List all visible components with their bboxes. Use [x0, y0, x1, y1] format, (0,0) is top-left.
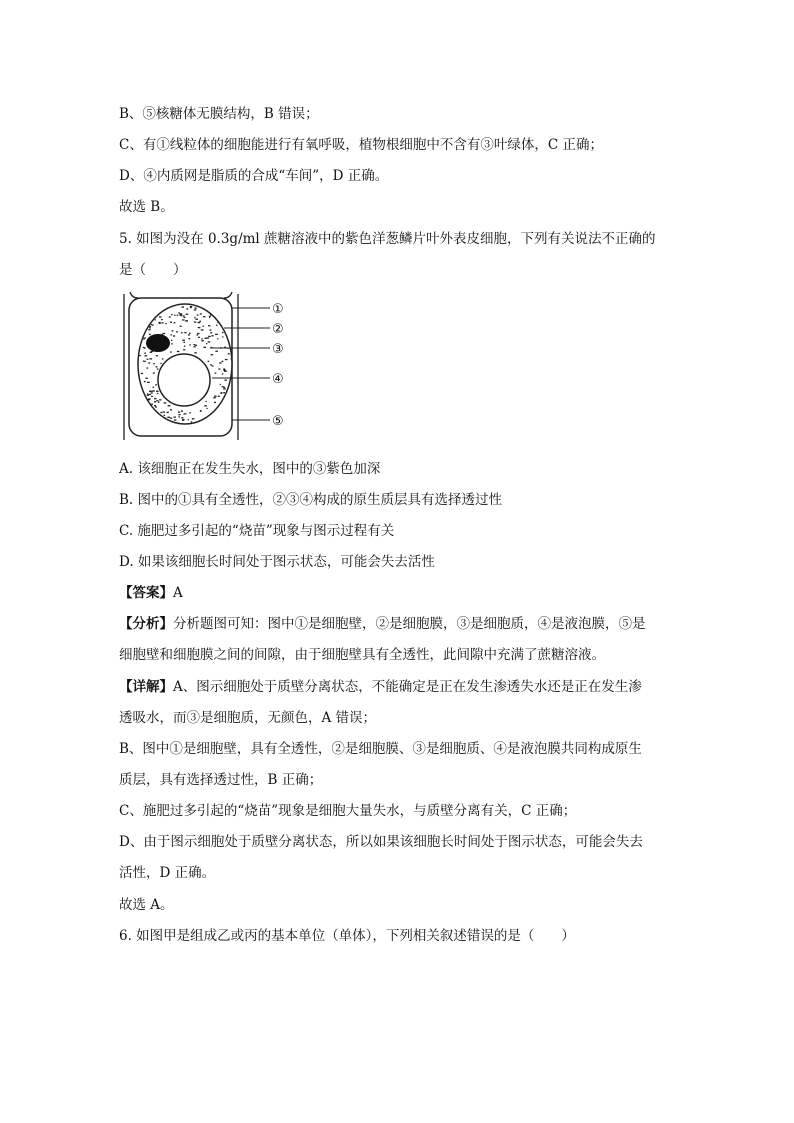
- cytoplasm-dot: [174, 419, 177, 420]
- cytoplasm-dot: [178, 414, 180, 415]
- answer-value: A: [173, 585, 183, 601]
- label-3: ③: [272, 342, 284, 357]
- cytoplasm-dot: [177, 315, 179, 316]
- cytoplasm-dot: [208, 336, 211, 337]
- cytoplasm-dot: [184, 346, 185, 347]
- cytoplasm-dot: [146, 355, 147, 356]
- cytoplasm-dot: [222, 332, 224, 333]
- cytoplasm-dot: [201, 329, 204, 330]
- cytoplasm-dot: [181, 332, 183, 333]
- cytoplasm-dot: [220, 384, 221, 385]
- cytoplasm-dot: [155, 319, 156, 320]
- cytoplasm-dot: [193, 344, 195, 345]
- cytoplasm-dot: [153, 363, 155, 364]
- cytoplasm-dot: [156, 355, 158, 356]
- cytoplasm-dot: [186, 320, 188, 321]
- option-d: D. 如果该细胞长时间处于图示状态，可能会失去活性: [119, 554, 435, 570]
- cytoplasm-dot: [223, 392, 225, 393]
- cytoplasm-dot: [151, 396, 153, 397]
- cytoplasm-dot: [208, 361, 210, 362]
- cytoplasm-dot: [222, 386, 224, 387]
- cytoplasm-dot: [211, 335, 213, 336]
- cytoplasm-dot: [181, 306, 184, 307]
- cytoplasm-dot: [194, 322, 196, 323]
- cytoplasm-dot: [171, 340, 172, 341]
- cytoplasm-dot: [144, 353, 146, 354]
- text-line: D、④内质网是脂质的合成“车间”，D 正确。: [119, 168, 389, 184]
- cytoplasm-dot: [178, 412, 180, 413]
- label-5: ⑤: [272, 414, 284, 429]
- cytoplasm-dot: [194, 309, 197, 310]
- cytoplasm-dot: [189, 338, 191, 339]
- cytoplasm-dot: [184, 332, 186, 333]
- cytoplasm-dot: [207, 408, 208, 409]
- cytoplasm-dot: [139, 355, 141, 356]
- cytoplasm-dot: [214, 402, 216, 403]
- cytoplasm-dot: [151, 392, 153, 393]
- cytoplasm-dot: [161, 319, 163, 320]
- cytoplasm-dot: [198, 327, 201, 328]
- cytoplasm-dot: [214, 396, 217, 397]
- cytoplasm-dot: [190, 306, 193, 307]
- cytoplasm-dot: [176, 331, 178, 332]
- detail-line: [119, 677, 642, 697]
- cytoplasm-dot: [200, 411, 202, 412]
- cytoplasm-dot: [182, 319, 185, 320]
- cytoplasm-dot: [210, 364, 212, 365]
- cytoplasm-dot: [171, 314, 172, 315]
- cytoplasm-dot: [162, 322, 164, 323]
- cytoplasm-dot: [208, 325, 210, 326]
- detail-line: 透吸水，而③是细胞质，无颜色，A 错误；: [119, 710, 377, 726]
- cytoplasm-dot: [203, 347, 206, 348]
- cytoplasm-dot: [215, 334, 218, 335]
- cytoplasm-dot: [206, 343, 207, 344]
- cytoplasm-dot: [212, 365, 214, 366]
- cytoplasm-dot: [209, 317, 210, 318]
- cytoplasm-dot: [171, 343, 173, 344]
- answer-line: [119, 583, 183, 603]
- cytoplasm-dot: [195, 307, 197, 308]
- cytoplasm-dot: [183, 315, 185, 316]
- cytoplasm-dot: [222, 336, 223, 337]
- label-2: ②: [272, 322, 284, 337]
- cytoplasm-dot: [149, 394, 151, 395]
- cytoplasm-dot: [159, 316, 162, 317]
- cytoplasm-dot: [147, 393, 149, 394]
- cytoplasm-dot: [215, 373, 217, 374]
- cytoplasm-dot: [167, 417, 170, 418]
- text-line: C、有①线粒体的细胞能进行有氧呼吸，植物根细胞中不含有③叶绿体，C 正确；: [119, 137, 603, 153]
- detail-text: A、图示细胞处于质壁分离状态，不能确定是正在发生渗透失水还是正在发生渗: [173, 679, 642, 695]
- cytoplasm-dot: [169, 316, 171, 317]
- analysis-line-2: 细胞壁和细胞膜之间的间隙，由于细胞壁具有全透性，此间隙中充满了蔗糖溶液。: [119, 647, 605, 663]
- cytoplasm-dot: [147, 382, 150, 383]
- cytoplasm-dot: [162, 358, 164, 359]
- cytoplasm-dot: [165, 323, 166, 324]
- cytoplasm-dot: [179, 313, 182, 314]
- cytoplasm-dot: [155, 406, 157, 407]
- question-6-stem: 6. 如图甲是组成乙或丙的基本单位（单体），下列相关叙述错误的是（ ）: [119, 928, 575, 944]
- cytoplasm-dot: [211, 354, 214, 355]
- cytoplasm-dot: [225, 359, 228, 360]
- cytoplasm-dot: [180, 315, 183, 316]
- cytoplasm-dot: [217, 338, 218, 339]
- cytoplasm-dot: [173, 335, 175, 336]
- text-line: 故选 B。: [119, 199, 174, 215]
- cytoplasm-dot: [159, 399, 161, 400]
- cytoplasm-dot: [223, 370, 226, 371]
- cytoplasm-dot: [154, 398, 156, 399]
- analysis-line: [119, 614, 646, 634]
- cytoplasm-dot: [177, 351, 180, 352]
- cytoplasm-dot: [167, 412, 169, 413]
- detail-line: 故选 A。: [119, 897, 174, 913]
- cytoplasm-dot: [164, 415, 166, 416]
- cytoplasm-dot: [147, 395, 149, 396]
- cytoplasm-dot: [192, 418, 195, 419]
- cytoplasm-dot: [145, 355, 146, 356]
- option-c: C. 施肥过多引起的“烧苗”现象与图示过程有关: [119, 523, 395, 539]
- detail-line: 活性，D 正确。: [119, 865, 216, 881]
- cytoplasm-dot: [201, 340, 204, 341]
- cytoplasm-dot: [156, 400, 158, 401]
- cytoplasm-dot: [163, 333, 165, 334]
- cytoplasm-dot: [141, 373, 143, 374]
- cytoplasm-dot: [197, 333, 199, 334]
- cytoplasm-dot: [153, 387, 155, 388]
- cytoplasm-dot: [153, 372, 155, 373]
- cytoplasm-dot: [157, 368, 159, 369]
- label-4: ④: [272, 372, 284, 387]
- cytoplasm-dot: [168, 405, 171, 406]
- cytoplasm-dot: [149, 358, 152, 359]
- cytoplasm-dot: [210, 332, 212, 333]
- text-line: B、⑤核糖体无膜结构，B 错误；: [119, 106, 319, 122]
- cytoplasm-dot: [223, 388, 226, 389]
- cytoplasm-dot: [189, 333, 191, 334]
- cytoplasm-dot: [183, 342, 185, 343]
- cytoplasm-dot: [164, 402, 167, 403]
- cytoplasm-dot: [172, 330, 174, 331]
- cytoplasm-dot: [145, 378, 148, 379]
- cytoplasm-dot: [154, 405, 156, 406]
- cytoplasm-dot: [184, 413, 187, 414]
- cytoplasm-dot: [222, 361, 224, 362]
- cytoplasm-dot: [174, 315, 175, 316]
- label-1: ①: [272, 302, 284, 317]
- cytoplasm-dot: [160, 412, 162, 413]
- detail-line: D、由于图示细胞处于质壁分离状态，所以如果该细胞长时间处于图示状态，可能会失去: [119, 834, 643, 850]
- option-a: A. 该细胞正在发生失水，图中的③紫色加深: [119, 461, 381, 477]
- cytoplasm-dot: [149, 326, 151, 327]
- cytoplasm-dot: [170, 351, 172, 352]
- cytoplasm-dot: [186, 308, 188, 309]
- detail-line: 质层，具有选择透过性，B 正确；: [119, 772, 323, 788]
- cytoplasm-dot: [197, 334, 199, 335]
- cytoplasm-dot: [210, 330, 212, 331]
- cytoplasm-dot: [159, 322, 161, 323]
- cytoplasm-dot: [157, 393, 158, 394]
- vacuole: [158, 354, 210, 406]
- cytoplasm-dot: [203, 326, 204, 327]
- cytoplasm-dot: [180, 326, 182, 327]
- cytoplasm-dot: [195, 345, 197, 346]
- cytoplasm-dot: [204, 405, 207, 406]
- cytoplasm-dot: [160, 363, 161, 364]
- cytoplasm-dot: [156, 366, 158, 367]
- cytoplasm-dot: [144, 381, 146, 382]
- cytoplasm-dot: [194, 317, 195, 318]
- cytoplasm-dot: [144, 361, 145, 362]
- cytoplasm-dot: [206, 337, 209, 338]
- cytoplasm-dot: [183, 349, 185, 350]
- cytoplasm-dot: [163, 411, 165, 412]
- cytoplasm-dot: [151, 324, 152, 325]
- cytoplasm-dot: [196, 319, 198, 320]
- cytoplasm-dot: [149, 334, 151, 335]
- cytoplasm-dot: [178, 312, 179, 313]
- cytoplasm-dot: [148, 362, 150, 363]
- cytoplasm-dot: [218, 396, 220, 397]
- cytoplasm-dot: [191, 421, 192, 422]
- cytoplasm-dot: [189, 412, 191, 413]
- cytoplasm-dot: [149, 391, 151, 392]
- cytoplasm-dot: [198, 337, 200, 338]
- cytoplasm-dot: [188, 334, 190, 335]
- analysis-tag: 【分析】: [119, 616, 173, 632]
- cytoplasm-dot: [147, 359, 149, 360]
- cytoplasm-dot: [147, 367, 149, 368]
- question-5-stem-cont: 是（ ）: [119, 262, 187, 278]
- cytoplasm-dot: [170, 409, 172, 410]
- answer-tag: 【答案】: [119, 585, 173, 601]
- cytoplasm-dot: [194, 346, 196, 347]
- cytoplasm-dot: [149, 327, 151, 328]
- plasmolysis-cell-diagram: [120, 292, 320, 442]
- cytoplasm-dot: [152, 324, 154, 325]
- cytoplasm-dot: [143, 361, 145, 362]
- question-5-stem: 5. 如图为没在 0.3g/ml 蔗糖溶液中的紫色洋葱鳞片叶外表皮细胞，下列有关说法不正确的: [119, 231, 656, 247]
- cytoplasm-dot: [181, 417, 183, 418]
- cytoplasm-dot: [200, 313, 202, 314]
- cytoplasm-dot: [198, 322, 201, 323]
- cytoplasm-dot: [148, 398, 150, 399]
- cytoplasm-dot: [174, 322, 176, 323]
- cytoplasm-dot: [197, 315, 199, 316]
- cytoplasm-dot: [222, 373, 223, 374]
- cytoplasm-dot: [181, 410, 183, 411]
- cytoplasm-dot: [189, 344, 190, 345]
- nucleus: [146, 334, 170, 352]
- cytoplasm-dot: [155, 384, 157, 385]
- cytoplasm-dot: [225, 380, 228, 381]
- cytoplasm-dot: [143, 347, 145, 348]
- cytoplasm-dot: [188, 419, 189, 420]
- cytoplasm-dot: [213, 397, 216, 398]
- cytoplasm-dot: [151, 404, 153, 405]
- cytoplasm-dot: [144, 337, 146, 338]
- analysis-text: 分析题图可知：图中①是细胞壁，②是细胞膜，③是细胞质，④是液泡膜，⑤是: [173, 616, 646, 632]
- cytoplasm-dot: [170, 334, 172, 335]
- cytoplasm-dot: [184, 317, 186, 318]
- cytoplasm-dot: [170, 322, 172, 323]
- cytoplasm-dot: [218, 368, 220, 369]
- cytoplasm-dot: [182, 420, 184, 421]
- detail-tag: 【详解】: [119, 679, 173, 695]
- cytoplasm-dot: [203, 316, 205, 317]
- cytoplasm-dot: [201, 338, 203, 339]
- option-b: B. 图中的①具有全透性，②③④构成的原生质层具有选择透过性: [119, 492, 503, 508]
- cytoplasm-dot: [194, 352, 197, 353]
- cytoplasm-dot: [206, 401, 207, 402]
- cytoplasm-dot: [220, 393, 222, 394]
- cytoplasm-dot: [182, 340, 185, 341]
- cytoplasm-dot: [216, 325, 217, 326]
- cytoplasm-dot: [178, 416, 180, 417]
- cytoplasm-dot: [208, 341, 211, 342]
- cytoplasm-dot: [170, 418, 172, 419]
- cytoplasm-dot: [154, 401, 156, 402]
- cytoplasm-dot: [148, 329, 150, 330]
- detail-line: B、图中①是细胞壁，具有全透性，②是细胞膜、③是细胞质、④是液泡膜共同构成原生: [119, 741, 642, 757]
- cytoplasm-dot: [156, 391, 159, 392]
- detail-line: C、施肥过多引起的“烧苗”现象是细胞大量失水，与质壁分离有关，C 正确；: [119, 803, 577, 819]
- cytoplasm-dot: [199, 321, 201, 322]
- cytoplasm-dot: [186, 314, 189, 315]
- cytoplasm-dot: [219, 362, 222, 363]
- cytoplasm-dot: [215, 351, 218, 352]
- cytoplasm-dot: [158, 402, 159, 403]
- cytoplasm-dot: [228, 353, 230, 354]
- cytoplasm-dot: [174, 417, 176, 418]
